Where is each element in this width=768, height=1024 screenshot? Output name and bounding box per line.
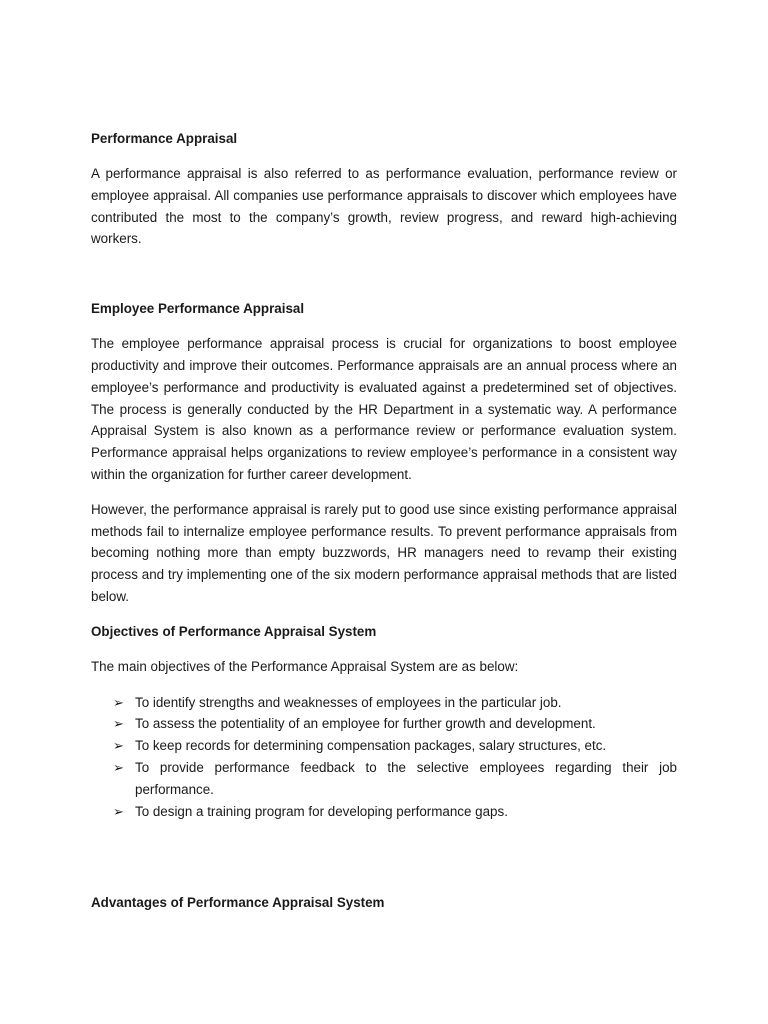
paragraph-objectives-intro: The main objectives of the Performance Appraisal System are as below: — [91, 658, 519, 674]
arrow-bullet-icon: ➢ — [113, 694, 124, 710]
paragraph-performance-appraisal-definition: A performance appraisal is also referred to as performance evaluation, performance review or employee appraisal. All companies use performance appraisals to discover which employees have contributed the most to the company’s growth, review progress, and reward high-achieving workers. — [91, 166, 677, 247]
section-heading-employee-performance-appraisal: Employee Performance Appraisal — [91, 301, 305, 317]
document-page — [91, 128, 677, 913]
objectives-list — [91, 692, 677, 823]
list-item — [113, 692, 677, 714]
arrow-bullet-icon: ➢ — [113, 738, 124, 754]
arrow-bullet-icon: ➢ — [113, 759, 124, 775]
arrow-bullet-icon: ➢ — [113, 803, 124, 819]
list-item-text: To assess the potentiality of an employee for further growth and development. — [135, 716, 596, 732]
list-item — [113, 801, 677, 823]
paragraph-employee-appraisal-process: The employee performance appraisal process is crucial for organizations to boost employee productivity and improve their outcomes. Performance appraisals are an annual process where an employee’s performance and productivity is evaluated against a predetermined set of objectives. The process is generally conducted by the HR Department in a systematic way. A performance Appraisal System is also known as a performance review or performance evaluation system. Performance appraisal helps organizations to review employee’s performance in a consistent way within the organization for further career development. — [91, 336, 677, 482]
list-item — [113, 713, 677, 735]
list-item — [113, 757, 677, 801]
section-heading-objectives: Objectives of Performance Appraisal System — [91, 623, 377, 639]
list-item-text: To identify strengths and weaknesses of employees in the particular job. — [135, 694, 562, 710]
list-item — [113, 735, 677, 757]
section-heading-performance-appraisal: Performance Appraisal — [91, 131, 238, 146]
paragraph-appraisal-methods: However, the performance appraisal is rarely put to good use since existing performance appraisal methods fail to internalize employee performance results. To prevent performance appraisals from becoming nothing more than empty buzzwords, HR managers need to revamp their existing process and try implementing one of the six modern performance appraisal methods that are listed below. — [91, 501, 677, 604]
section-heading-advantages: Advantages of Performance Appraisal System — [91, 895, 385, 911]
arrow-bullet-icon: ➢ — [113, 716, 124, 732]
list-item-text: To keep records for determining compensation packages, salary structures, etc. — [135, 738, 607, 754]
list-item-text: To design a training program for developing performance gaps. — [135, 803, 508, 819]
list-item-text: To provide performance feedback to the selective employees regarding their job performance. — [135, 759, 677, 797]
